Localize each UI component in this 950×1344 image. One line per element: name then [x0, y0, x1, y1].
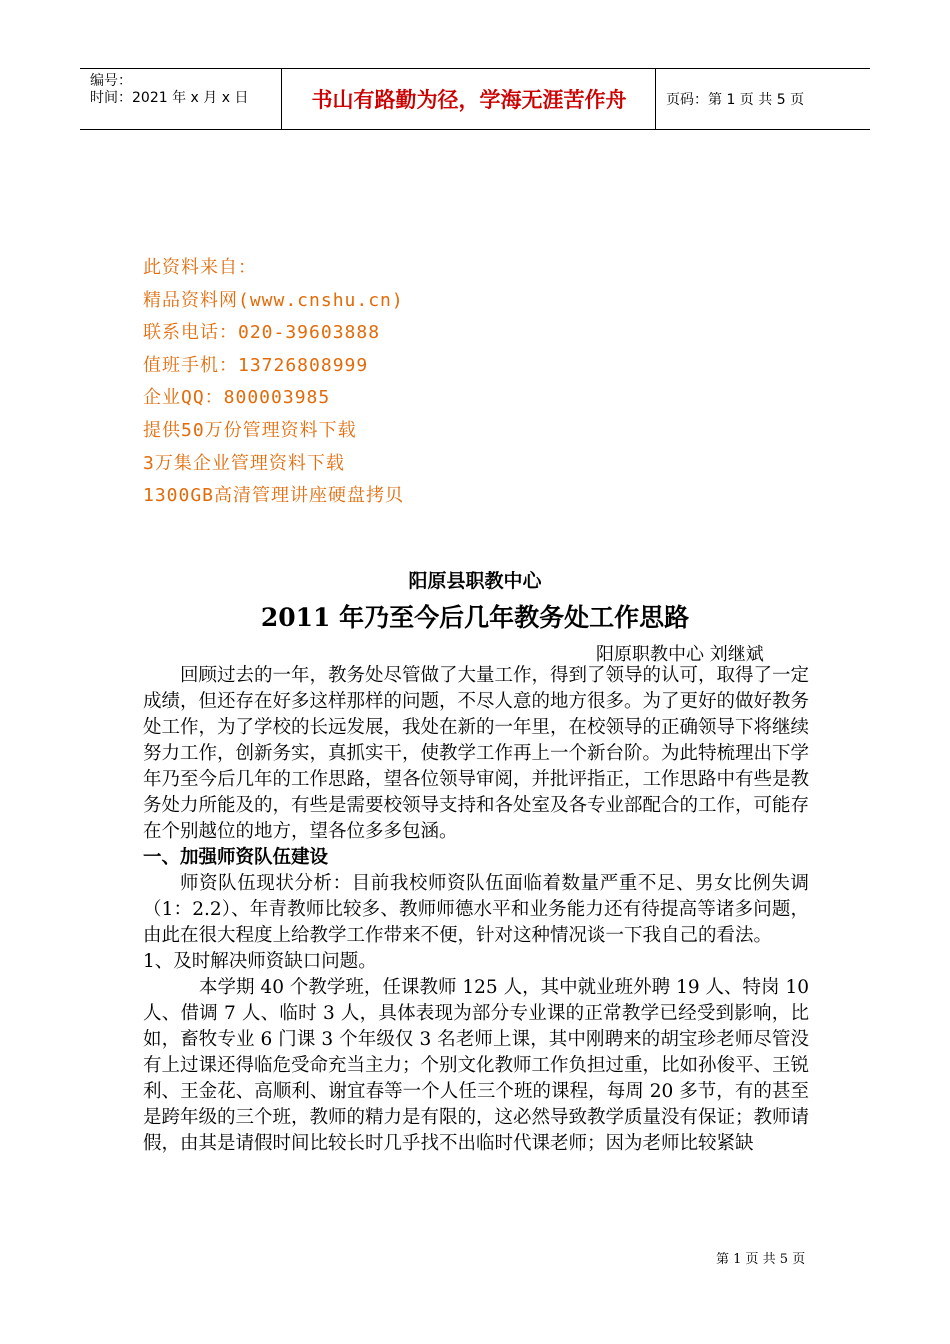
source-line: 精品资料网(www.cnshu.cn) [143, 289, 404, 311]
document-body [143, 663, 809, 1157]
header-info [80, 69, 282, 129]
source-line: 此资料来自： [143, 257, 257, 278]
document-time-label: 时间：2021 年 x 月 x 日 [90, 90, 249, 106]
document-author: 阳原职教中心 刘继斌 [596, 644, 764, 665]
detail-paragraph: 本学期 40 个教学班，任课教师 125 人，其中就业班外聘 19 人、特岗 10 人、借调 7 人、临时 3 人，具体表现为部分专业课的正常教学已经受到影响，比如，畜牧专业 6 门课 3 个年级仅 3 名老师上课，其中刚聘来的胡宝珍老师尽管没有上过课还得临危受命充当主力；个别文化教师工作负担过重，比如孙俊平、王锐利、王金花、高顺利、谢宜春等一个人任三个班的课程，每周 20 多节，有的甚至是跨年级的三个班，教师的精力是有限的，这必然导致教学质量没有保证；教师请假，由其是请假时间比较长时几乎找不出临时代课老师；因为老师比较紧缺 [143, 977, 810, 1154]
analysis-paragraph: 师资队伍现状分析：目前我校师资队伍面临着数量严重不足、男女比例失调（1：2.2）、年青教师比较多、教师师德水平和业务能力还有待提高等诸多问题，由此在很大程度上给教学工作带来不便，针对这种情况谈一下我自己的看法。 [143, 873, 809, 946]
page-footer: 第 1 页 共 5 页 [716, 1252, 806, 1267]
source-line: 3万集企业管理资料下载 [143, 452, 345, 474]
header-page-number: 页码：第 1 页 共 5 页 [666, 92, 805, 108]
source-line: 企业QQ：800003985 [143, 387, 331, 409]
source-line: 联系电话：020-39603888 [143, 322, 381, 344]
header-motto: 书山有路勤为径，学海无涯苦作舟 [283, 69, 656, 129]
intro-paragraph: 回顾过去的一年，教务处尽管做了大量工作，得到了领导的认可，取得了一定成绩，但还存在好多这样那样的问题，不尽人意的地方很多。为了更好的做好教务处工作，为了学校的长远发展，我处在新的一年里，在校领导的正确领导下将继续努力工作，创新务实，真抓实干，使教学工作再上一个新台阶。为此特梳理出下学年乃至今后几年的工作思路，望各位领导审阅，并批评指正，工作思路中有些是教务处力所能及的，有些是需要校领导支持和各处室及各专业部配合的工作，可能存在个别越位的地方，望各位多多包涵。 [143, 665, 810, 842]
sub-heading: 1、及时解决师资缺口问题。 [143, 951, 377, 972]
document-title: 2011 年乃至今后几年教务处工作思路 [260, 603, 690, 632]
section-heading: 一、加强师资队伍建设 [143, 847, 329, 868]
source-info-block [143, 252, 404, 513]
page-header [80, 68, 870, 130]
organization-heading: 阳原县职教中心 [408, 570, 542, 592]
document-number-label: 编号： [90, 73, 132, 89]
source-line: 提供50万份管理资料下载 [143, 419, 357, 441]
source-line: 值班手机：13726808999 [143, 354, 369, 376]
source-line: 1300GB高清管理讲座硬盘拷贝 [143, 485, 405, 507]
